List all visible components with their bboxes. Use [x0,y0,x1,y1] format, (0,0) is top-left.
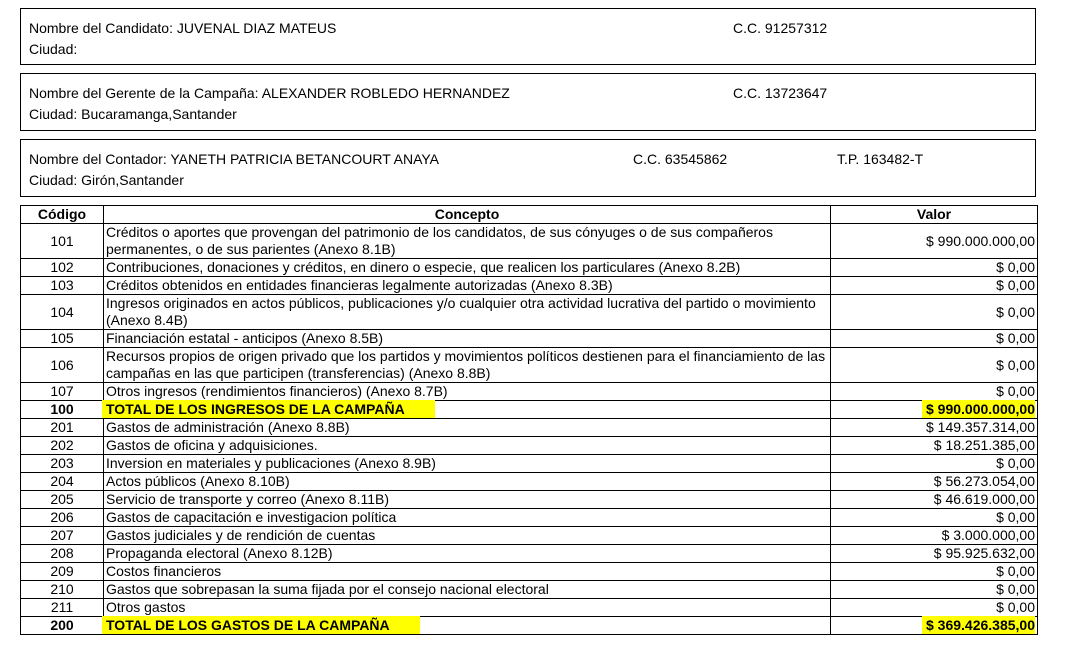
table-row [21,545,1038,563]
row-value: $ 46.619.000,00 [831,491,1038,509]
manager-name: Nombre del Gerente de la Campaña: ALEXANDER ROBLEDO HERNANDEZ [29,85,510,101]
row-value: $ 56.273.054,00 [831,473,1038,491]
row-value: $ 0,00 [831,348,1038,383]
row-code: 106 [21,348,104,383]
row-concept: Recursos propios de origen privado que los partidos y movimientos políticos destienen para el financiamiento de las campañas en las que participen (transferencias) (Anexo 8.8B) [104,348,831,383]
manager-city: Ciudad: Bucaramanga,Santander [29,106,237,122]
row-concept: Gastos judiciales y de rendición de cuentas [104,527,831,545]
total-concept-highlight: TOTAL DE LOS GASTOS DE LA CAMPAÑA [102,616,420,634]
row-code: 210 [21,581,104,599]
row-code: 204 [21,473,104,491]
accountant-name: Nombre del Contador: YANETH PATRICIA BETANCOURT ANAYA [29,151,440,167]
table-row [21,437,1038,455]
candidate-cc: C.C. 91257312 [733,20,828,36]
row-value: $ 0,00 [831,599,1038,617]
table-row [21,419,1038,437]
header-concept: Concepto [104,206,831,224]
row-concept: Gastos de administración (Anexo 8.8B) [104,419,831,437]
row-concept: Créditos obtenidos en entidades financieras legalmente autorizadas (Anexo 8.3B) [104,277,831,295]
row-code: 102 [21,259,104,277]
candidate-name: Nombre del Candidato: JUVENAL DIAZ MATEUS [29,20,337,36]
row-value [831,401,1038,419]
table-header-row [21,206,1038,224]
total-value-highlight: $ 369.426.385,00 [922,616,1035,634]
header-code: Código [21,206,104,224]
table-row [21,295,1038,330]
header-value: Valor [831,206,1038,224]
table-row [21,527,1038,545]
table-row [21,224,1038,259]
campaign-accounts-table [20,205,1038,635]
row-concept: Créditos o aportes que provengan del patrimonio de los candidatos, de sus cónyuges o de sus compañeros permanentes, o de sus parientes (Anexo 8.1B) [104,224,831,259]
row-code: 201 [21,419,104,437]
row-code: 207 [21,527,104,545]
total-row [21,401,1038,419]
row-concept: Gastos de capacitación e investigacion política [104,509,831,527]
row-code: 104 [21,295,104,330]
row-value: $ 3.000.000,00 [831,527,1038,545]
table-row [21,330,1038,348]
accountant-city: Ciudad: Girón,Santander [29,172,184,188]
row-concept [104,401,831,419]
row-value: $ 0,00 [831,563,1038,581]
manager-cc: C.C. 13723647 [733,85,828,101]
row-concept: Otros ingresos (rendimientos financieros) (Anexo 8.7B) [104,383,831,401]
row-value: $ 18.251.385,00 [831,437,1038,455]
row-concept: Otros gastos [104,599,831,617]
accountant-cc: C.C. 63545862 [633,151,728,167]
row-concept: Propaganda electoral (Anexo 8.12B) [104,545,831,563]
candidate-city: Ciudad: [29,41,78,57]
row-code: 105 [21,330,104,348]
row-concept: Gastos de oficina y adquisiciones. [104,437,831,455]
table-row [21,581,1038,599]
total-concept-highlight: TOTAL DE LOS INGRESOS DE LA CAMPAÑA [102,400,435,418]
row-code: 211 [21,599,104,617]
total-row [21,617,1038,635]
candidate-box [20,8,1036,65]
row-value: $ 0,00 [831,330,1038,348]
table-row [21,348,1038,383]
row-code: 202 [21,437,104,455]
table-row [21,455,1038,473]
table-row [21,491,1038,509]
row-concept: Gastos que sobrepasan la suma fijada por el consejo nacional electoral [104,581,831,599]
table-row [21,509,1038,527]
accountant-tp: T.P. 163482-T [837,151,924,167]
row-value: $ 0,00 [831,277,1038,295]
row-code: 208 [21,545,104,563]
table-row [21,259,1038,277]
row-code: 200 [21,617,104,635]
row-code: 203 [21,455,104,473]
table-row [21,383,1038,401]
total-value-highlight: $ 990.000.000,00 [922,400,1035,418]
row-value: $ 0,00 [831,509,1038,527]
row-value: $ 149.357.314,00 [831,419,1038,437]
row-value: $ 0,00 [831,295,1038,330]
row-code: 206 [21,509,104,527]
row-code: 205 [21,491,104,509]
row-value: $ 0,00 [831,259,1038,277]
row-concept: Inversion en materiales y publicaciones (Anexo 8.9B) [104,455,831,473]
table-row [21,473,1038,491]
row-value: $ 990.000.000,00 [831,224,1038,259]
table-row [21,563,1038,581]
row-concept: Financiación estatal - anticipos (Anexo 8.5B) [104,330,831,348]
row-code: 101 [21,224,104,259]
row-code: 107 [21,383,104,401]
row-code: 103 [21,277,104,295]
table-row [21,599,1038,617]
row-value: $ 0,00 [831,455,1038,473]
manager-box [20,73,1036,131]
row-concept: Contribuciones, donaciones y créditos, en dinero o especie, que realicen los particulares (Anexo 8.2B) [104,259,831,277]
row-concept: Actos públicos (Anexo 8.10B) [104,473,831,491]
accountant-box [20,139,1036,197]
table-row [21,277,1038,295]
row-concept [104,617,831,635]
row-code: 100 [21,401,104,419]
row-value: $ 0,00 [831,581,1038,599]
row-value [831,617,1038,635]
row-concept: Ingresos originados en actos públicos, publicaciones y/o cualquier otra actividad lucrativa del partido o movimiento (Anexo 8.4B) [104,295,831,330]
row-concept: Servicio de transporte y correo (Anexo 8.11B) [104,491,831,509]
row-concept: Costos financieros [104,563,831,581]
row-code: 209 [21,563,104,581]
table-body [21,224,1038,635]
row-value: $ 95.925.632,00 [831,545,1038,563]
row-value: $ 0,00 [831,383,1038,401]
